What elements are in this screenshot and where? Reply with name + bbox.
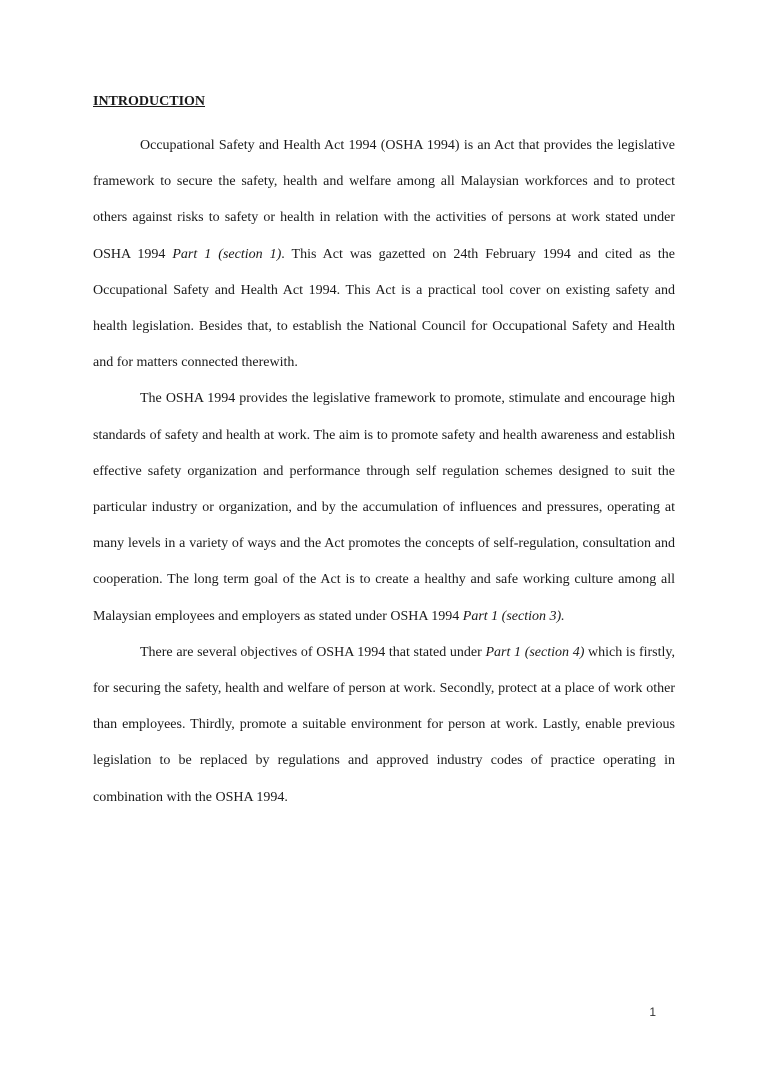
paragraph-1 xyxy=(93,128,675,381)
paragraph-1-text-a: Occupational Safety and Health Act 1994 (OSHA 1994) is an Act that provides the legislative framework to secure the safety, health and welfare among all Malaysian workforces and to protect others against risks to safety or health in relation with the activities of persons at work stated under OSHA 1994 xyxy=(93,138,675,262)
paragraph-3-text-b: which is firstly, for securing the safety, health and welfare of person at work. Secondly, protect at a place of work other than employees. Thirdly, promote a suitable environment for person at work. Lastly, enable previous legislation to be replaced by regulations and approved industry codes of practice operating in combination with the OSHA 1994. xyxy=(93,644,675,805)
paragraph-2-reference: Part 1 (section 3). xyxy=(462,608,565,624)
paragraph-1-text-b: . This Act was gazetted on 24th February 1994 and cited as the Occupational Safety and Health Act 1994. This Act is a practical tool cover on existing safety and health legislation. Besides that, to establish the National Council for Occupational Safety and Health and for matters connected therewith. xyxy=(93,246,675,371)
paragraph-2 xyxy=(93,381,675,634)
section-heading: INTRODUCTION xyxy=(93,94,206,109)
paragraph-1-reference: Part 1 (section 1) xyxy=(172,246,282,262)
document-body xyxy=(93,92,675,816)
paragraph-2-text-a: The OSHA 1994 provides the legislative framework to promote, stimulate and encourage high standards of safety and health at work. The aim is to promote safety and health awareness and establish effective safety organization and performance through self regulation schemes designed to suit the particular industry or organization, and by the accumulation of influences and pressures, operating at many levels in a variety of ways and the Act promotes the concepts of self-regulation, consultation and cooperation. The long term goal of the Act is to create a healthy and safe working culture among all Malaysian employees and employers as stated under OSHA 1994 xyxy=(93,391,675,624)
paragraph-3-reference: Part 1 (section 4) xyxy=(485,644,585,660)
page-number: 1 xyxy=(649,1005,656,1019)
paragraph-3 xyxy=(93,635,675,816)
paragraph-3-text-a: There are several objectives of OSHA 1994 that stated under xyxy=(140,644,486,660)
